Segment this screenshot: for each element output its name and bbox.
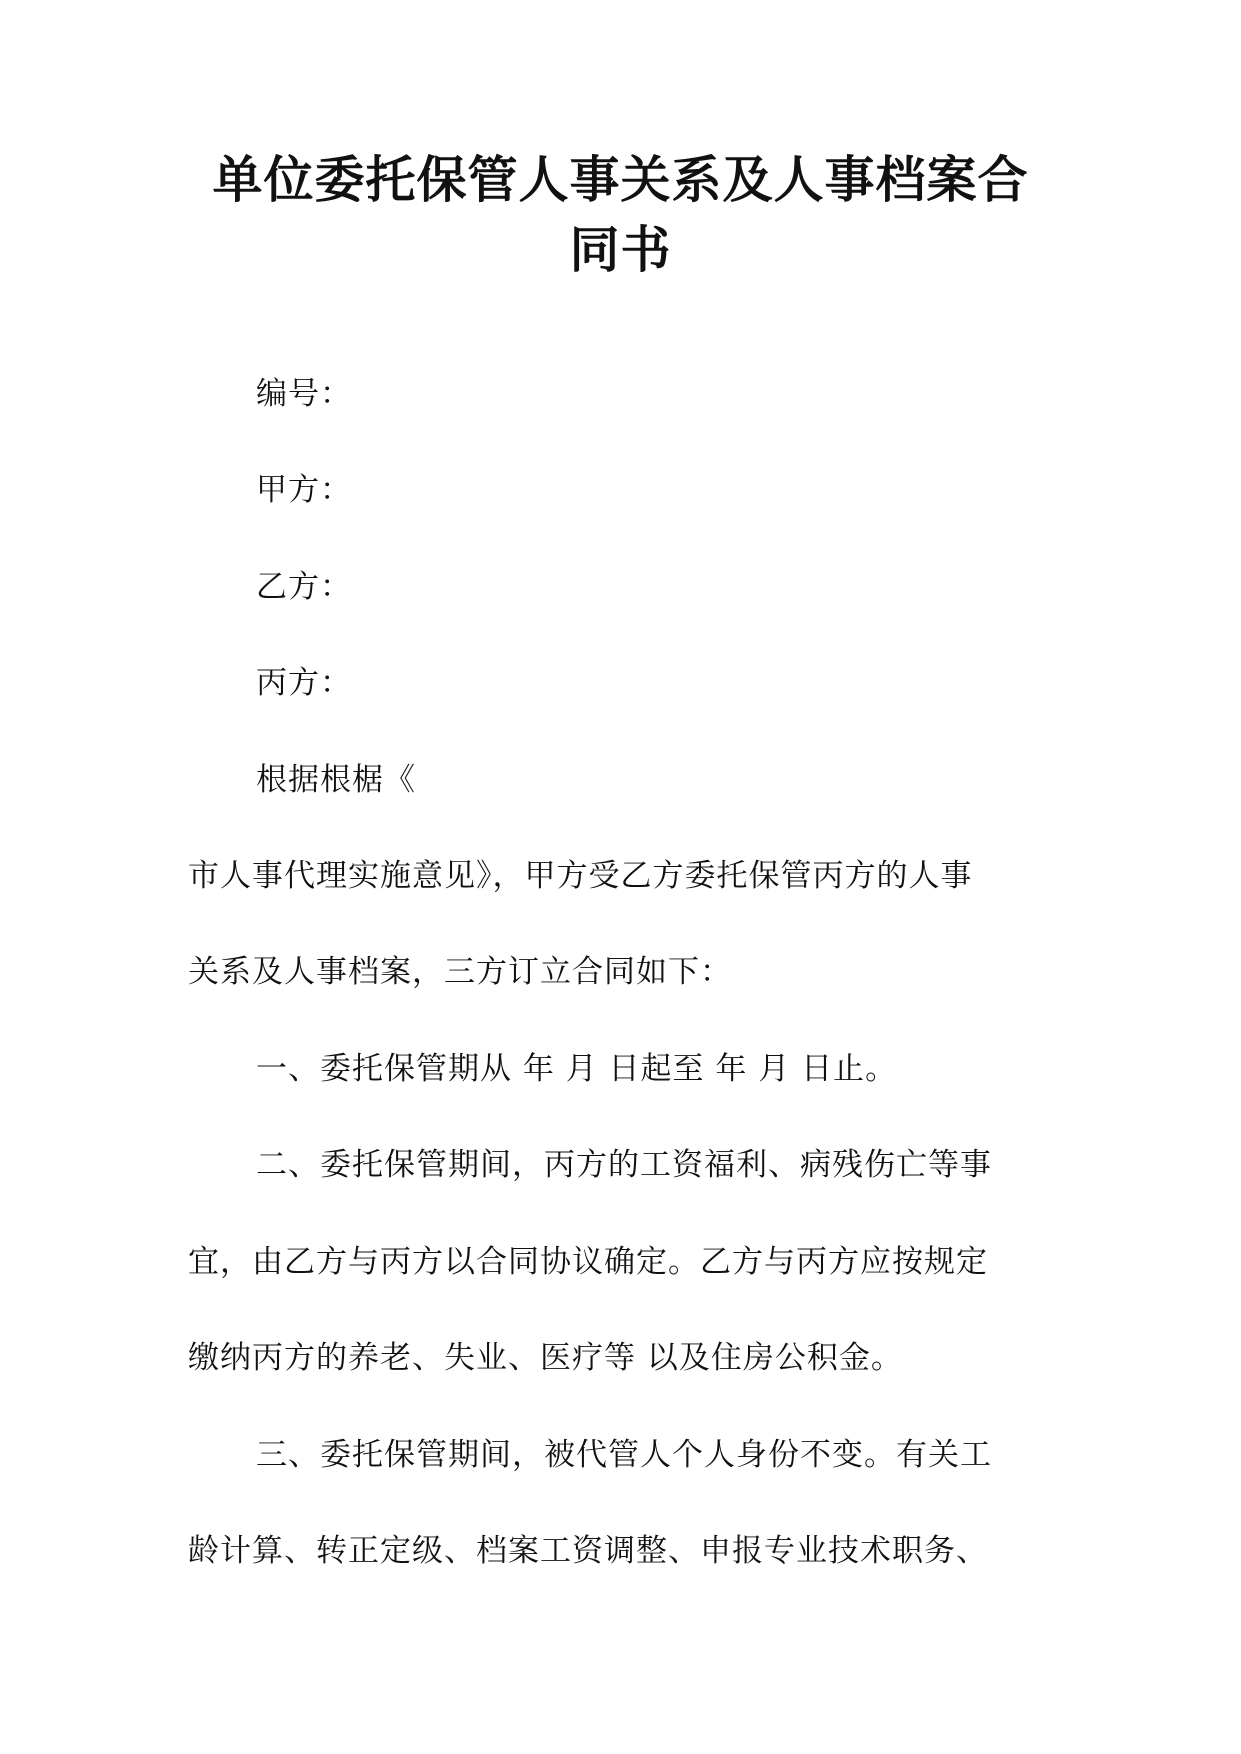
field-party-c-label: 丙方： bbox=[256, 665, 352, 701]
field-number-label: 编号： bbox=[256, 376, 352, 412]
intro-paragraph-line-3: 关系及人事档案，三方订立合同如下： bbox=[188, 954, 732, 990]
clause-3-line-1: 三、委托保管期间，被代管人个人身份不变。有关工 bbox=[256, 1437, 992, 1473]
intro-paragraph-line-1: 根据根椐《 bbox=[256, 762, 416, 798]
clause-2-line-1: 二、委托保管期间，丙方的工资福利、病残伤亡等事 bbox=[256, 1147, 992, 1183]
field-party-a-label: 甲方： bbox=[256, 472, 352, 508]
clause-2-line-2: 宜，由乙方与丙方以合同协议确定。乙方与丙方应按规定 bbox=[188, 1244, 988, 1280]
document-title-line-2: 同书 bbox=[569, 221, 672, 279]
intro-paragraph-line-2: 市人事代理实施意见》，甲方受乙方委托保管丙方的人事 bbox=[188, 858, 973, 894]
document-title-line-1: 单位委托保管人事关系及人事档案合 bbox=[212, 151, 1029, 209]
clause-1-line-1: 一、委托保管期从 年 月 日起至 年 月 日止。 bbox=[256, 1051, 898, 1087]
clause-2-line-3: 缴纳丙方的养老、失业、医疗等 以及住房公积金。 bbox=[188, 1340, 903, 1376]
field-party-b-label: 乙方： bbox=[256, 569, 352, 605]
clause-3-line-2: 龄计算、转正定级、档案工资调整、申报专业技术职务、 bbox=[188, 1533, 988, 1569]
